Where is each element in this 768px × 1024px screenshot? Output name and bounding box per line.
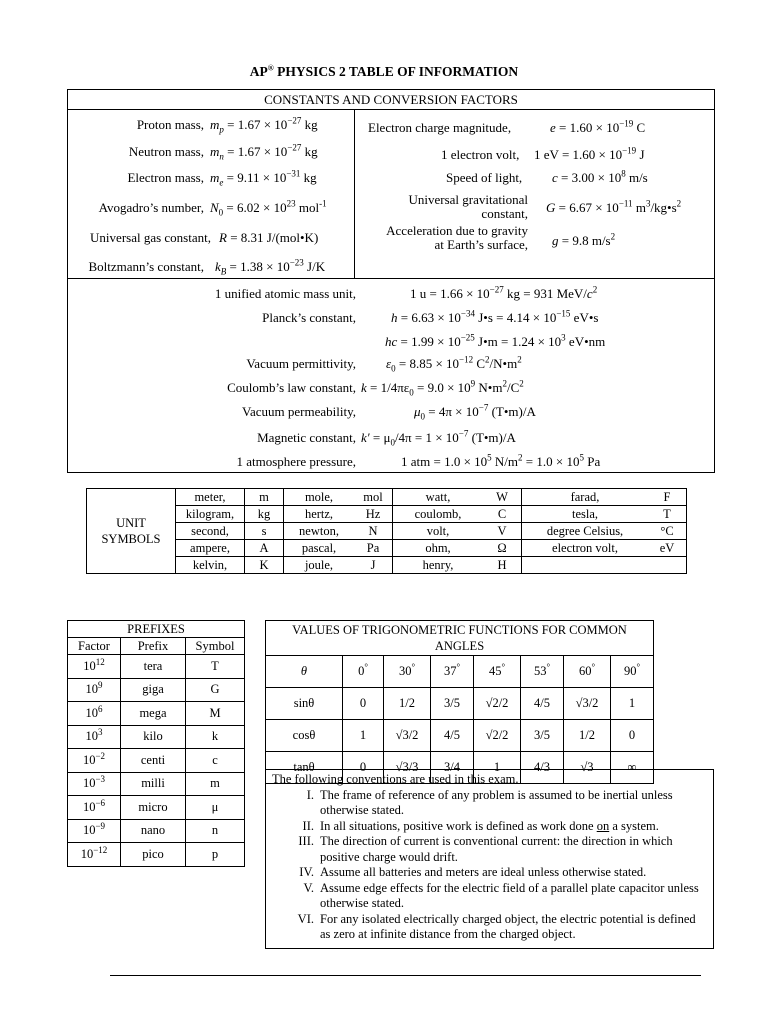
constants-box: CONSTANTS AND CONVERSION FACTORS Proton mass, $m_p = 1.67 \times 10^{-27}$ kg Neutron mass, $m_n = 1.67 \times 10^{-27}$ kg Electron mass, $m_e = 9.11 \times 10^{-31}$ kg Avogadro’s number, $N_0 = 6.02 \times 10^{23}$ mol$^{-1}$ Universal gas constant, R = 8.31 J/(mol•K) Boltzmann’s constant, $k_B = 1.38 \times 10^{-23}$ J/K Electron charge magnitude, $e = 1.60 \times 10^{-19}$ C 1 electron volt, 1 eV = $1.60 \times 10^{-19}$ J Speed of light, $c = 3.00 \times 10^8$ m/s Universal gravitational constant, $G = 6.67 \times 10^{-11}$ $m^3/kg•s^2$ Acceleration due to gravity at Earth’s surface, g = 9.8 $m/s^2$ 1 unified atomic mass unit, 1 $u = 1.66 \times 10^{-27}$ kg = 931 MeV/$c^2$ Planck’s constant, $h = 6.63 \times 10^{-34}$ J•s = $4.14 \times 10^{-15}$ eV•s hc = $1.99 \times 10^{-25}$ J•m = $1.24 \times 10^3$ eV•nm Vacuum permittivity, $\varepsilon_0 = 8.85 \times 10^{-12}$ $C^2/N•m^2$ Coulomb’s law constant, $k = 1/4\pi\varepsilon_0 = 9.0 \times 10^9$ $N•m^2/C^2$ Vacuum permeability, $\mu_0 = 4\pi \times 10^{-7}$ (T•m)/A Magnetic constant, $k' = \mu_0/4\pi = 1 \times 10^{-7}$ (T•m)/A 1 atmosphere pressure, 1 atm = $1.0 \times 10^5$ $N/m^2 = 1.0 \times 10^5$ Pa	[67, 89, 715, 473]
unit-symbols-table	[86, 488, 687, 574]
page-title: AP® PHYSICS 2 TABLE OF INFORMATION	[249, 63, 519, 79]
conventions-box	[265, 769, 714, 949]
conventions-intro: The following conventions are used in this exam.	[272, 772, 519, 786]
table-row: sinθ 0 1/2 3/5 √2/2 4/5 √3/2 1	[266, 688, 654, 720]
constants-divider-horizontal	[68, 278, 714, 279]
list-item: VI. For any isolated electrically charged object, the electric potential is defined as zero at infinite distance from the charged object.	[297, 911, 696, 941]
prefixes-title: PREFIXES	[68, 621, 245, 638]
constants-header: CONSTANTS AND CONVERSION FACTORS	[68, 90, 714, 110]
bottom-rule	[110, 975, 701, 976]
table-row: $10^{-3}$ milli m	[68, 772, 245, 796]
table-row: $10^{-6}$ micro μ	[68, 796, 245, 820]
trig-table	[265, 620, 654, 784]
list-item: I. The frame of reference of any problem is assumed to be inertial unless otherwise stated.	[306, 787, 673, 817]
table-row: $10^9$ giga G	[68, 678, 245, 702]
table-row: $10^{12}$ tera T	[68, 655, 245, 679]
table-row: $10^{-9}$ nano n	[68, 819, 245, 843]
table-row: $10^{-2}$ centi c	[68, 749, 245, 773]
trig-title: VALUES OF TRIGONOMETRIC FUNCTIONS FOR COMMON ANGLES	[266, 621, 654, 656]
table-row: kelvin, K joule, J henry, H	[87, 557, 687, 574]
table-row: kilogram, kg hertz, Hz coulomb, C tesla, T	[87, 506, 687, 523]
table-row: θ 0° 30° 37° 45° 53° 60° 90°	[266, 656, 654, 688]
table-row: $10^3$ kilo k	[68, 725, 245, 749]
table-row: UNIT SYMBOLS meter, m mole, mol watt, W farad, F	[87, 489, 687, 506]
list-item: III. The direction of current is conventional current: the direction in which positive charge would drift.	[298, 834, 673, 864]
list-item: IV. Assume all batteries and meters are ideal unless otherwise stated.	[299, 865, 647, 879]
list-item: V. Assume edge effects for the electric field of a parallel plate capacitor unless otherwise stated.	[303, 880, 699, 910]
table-row: second, s newton, N volt, V degree Celsius, °C	[87, 523, 687, 540]
table-row: cosθ 1 √3/2 4/5 √2/2 3/5 1/2 0	[266, 720, 654, 752]
prefixes-table: PREFIXES Factor Prefix Symbol $10^{12}$ tera T $10^9$ giga G $10^6$ mega M $10^3$ kilo k $10^{-2}$ centi c $10^{-3}$ milli m $10^{-6}$ micro μ $10^{-9}$ nano n $10^{-12}$ pico p	[67, 620, 245, 867]
unit-symbols-caption: UNIT SYMBOLS	[87, 489, 176, 574]
table-row: ampere, A pascal, Pa ohm, Ω electron volt, eV	[87, 540, 687, 557]
constants-divider-vertical	[354, 110, 355, 278]
list-item: II. In all situations, positive work is defined as work done on a system.	[302, 818, 659, 833]
table-row: $10^6$ mega M	[68, 702, 245, 726]
table-row: tanθ 0 √3/3 3/4 1 4/3 √3 ∞	[266, 752, 654, 784]
table-row: $10^{-12}$ pico p	[68, 843, 245, 867]
